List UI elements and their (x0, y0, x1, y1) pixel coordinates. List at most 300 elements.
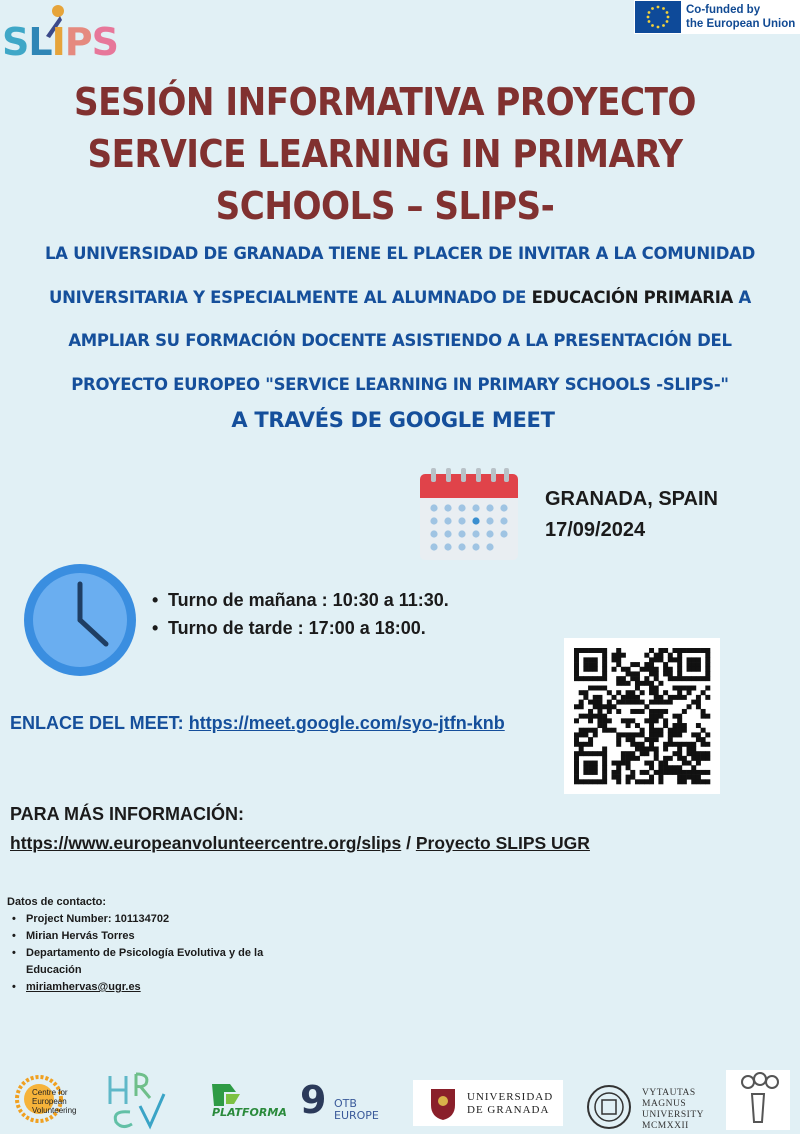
qr-module (597, 686, 602, 691)
qr-module (593, 770, 598, 775)
qr-module (630, 751, 635, 756)
qr-module (696, 770, 701, 775)
qr-module (588, 718, 593, 723)
qr-module (583, 662, 588, 667)
eu-flag-icon (635, 1, 681, 33)
qr-module (574, 737, 579, 742)
qr-module (682, 761, 687, 766)
qr-module (658, 700, 663, 705)
qr-module (658, 765, 663, 770)
qr-module (579, 732, 584, 737)
qr-module (626, 718, 631, 723)
qr-module (654, 695, 659, 700)
qr-module (705, 779, 710, 784)
qr-module (621, 681, 626, 686)
qr-module (677, 653, 682, 658)
qr-module (663, 746, 668, 751)
qr-module (583, 690, 588, 695)
qr-module (663, 690, 668, 695)
qr-module (616, 737, 621, 742)
qr-module (640, 742, 645, 747)
qr-module (701, 756, 706, 761)
qr-module (649, 648, 654, 653)
qr-module (644, 681, 649, 686)
qr-module (649, 686, 654, 691)
calendar-icon (418, 468, 520, 562)
qr-module (654, 714, 659, 719)
contact-name: • Mirian Hervás Torres (10, 928, 300, 945)
qr-module (593, 714, 598, 719)
qr-module (658, 775, 663, 780)
qr-module (612, 775, 617, 780)
qr-module (677, 667, 682, 672)
event-info (545, 484, 718, 546)
qr-module (574, 648, 579, 653)
qr-module (635, 700, 640, 705)
qr-module (705, 751, 710, 756)
qr-module (602, 751, 607, 756)
qr-module (574, 742, 579, 747)
qr-module (668, 756, 673, 761)
qr-module (705, 648, 710, 653)
qr-module (672, 695, 677, 700)
qr-module (649, 737, 654, 742)
qr-module (583, 761, 588, 766)
qr-module (687, 648, 692, 653)
qr-module (649, 671, 654, 676)
ugr-crest-icon (423, 1085, 463, 1121)
qr-module (705, 756, 710, 761)
qr-module (705, 686, 710, 691)
qr-module (574, 770, 579, 775)
qr-module (658, 709, 663, 714)
qr-module (644, 761, 649, 766)
qr-module (658, 681, 663, 686)
qr-module (602, 718, 607, 723)
qr-module (597, 714, 602, 719)
qr-module (583, 751, 588, 756)
qr-module (626, 723, 631, 728)
qr-module (593, 648, 598, 653)
qr-module (672, 732, 677, 737)
qr-module (583, 676, 588, 681)
qr-module (640, 681, 645, 686)
qr-module (588, 761, 593, 766)
qr-module (602, 676, 607, 681)
qr-module (588, 657, 593, 662)
platforma-mark-icon (210, 1082, 244, 1108)
qr-module (579, 704, 584, 709)
qr-module (677, 779, 682, 784)
qr-module (658, 648, 663, 653)
qr-module (644, 653, 649, 658)
more-info-links (10, 833, 590, 854)
qr-module (696, 737, 701, 742)
qr-module (574, 751, 579, 756)
qr-module (668, 695, 673, 700)
cev-line1: Centre for (32, 1088, 68, 1097)
qr-module (682, 779, 687, 784)
qr-module (649, 657, 654, 662)
qr-module (583, 779, 588, 784)
qr-module (621, 676, 626, 681)
qr-module (663, 756, 668, 761)
qr-module (691, 742, 696, 747)
qr-module (593, 695, 598, 700)
qr-module (701, 648, 706, 653)
qr-module (682, 709, 687, 714)
qr-module (687, 657, 692, 662)
otb-line1: OTB (334, 1097, 357, 1110)
qr-module (588, 765, 593, 770)
qr-module (621, 700, 626, 705)
qr-module (705, 695, 710, 700)
qr-module (635, 746, 640, 751)
qr-module (616, 700, 621, 705)
qr-module (705, 657, 710, 662)
qr-module (668, 728, 673, 733)
qr-module (677, 662, 682, 667)
qr-module (696, 756, 701, 761)
qr-module (654, 686, 659, 691)
qr-module (672, 676, 677, 681)
qr-module (574, 704, 579, 709)
qr-module (696, 667, 701, 672)
qr-module (630, 662, 635, 667)
qr-module (621, 761, 626, 766)
qr-module (593, 667, 598, 672)
ugr-project-link[interactable]: Proyecto SLIPS UGR (415, 833, 590, 853)
intro-line2 (0, 276, 800, 320)
qr-module (597, 648, 602, 653)
contact-project-number: • Project Number: 101134702 (10, 911, 300, 928)
qr-module (626, 690, 631, 695)
qr-module (696, 695, 701, 700)
qr-module (663, 667, 668, 672)
schedule-list (152, 586, 449, 642)
qr-module (658, 732, 663, 737)
intro-line1: LA UNIVERSIDAD DE GRANADA TIENE EL PLACER DE INVITAR A LA COMUNIDAD (44, 244, 756, 263)
qr-module (696, 676, 701, 681)
qr-module (593, 662, 598, 667)
qr-module (621, 695, 626, 700)
qr-module (597, 704, 602, 709)
qr-module (602, 667, 607, 672)
slips-logo-text (2, 22, 118, 62)
qr-module (602, 765, 607, 770)
qr-module (672, 714, 677, 719)
qr-module (658, 728, 663, 733)
qr-module (682, 742, 687, 747)
qr-module (616, 709, 621, 714)
qr-module (640, 779, 645, 784)
qr-module (649, 690, 654, 695)
intro-text (0, 232, 800, 406)
qr-module (663, 770, 668, 775)
logo-letter: P (64, 20, 92, 64)
qr-module (593, 704, 598, 709)
qr-module (583, 667, 588, 672)
qr-module (668, 653, 673, 658)
qr-module (644, 770, 649, 775)
platforma-logo-text: PLATFORMA (212, 1106, 287, 1119)
qr-module (630, 770, 635, 775)
vmu-line3: UNIVERSITY (642, 1110, 704, 1120)
qr-module (696, 648, 701, 653)
qr-module (663, 765, 668, 770)
qr-module (701, 714, 706, 719)
qr-module (658, 695, 663, 700)
qr-module (687, 690, 692, 695)
qr-module (701, 690, 706, 695)
qr-module (588, 676, 593, 681)
meet-link-row (10, 713, 505, 734)
qr-module (649, 723, 654, 728)
qr-module (607, 718, 612, 723)
platforma-logo (208, 1082, 294, 1122)
qr-module (597, 700, 602, 705)
qr-module (691, 746, 696, 751)
qr-module (574, 765, 579, 770)
qr-module (701, 751, 706, 756)
qr-module (635, 742, 640, 747)
qr-module (691, 676, 696, 681)
cev-line3: Volunteering (32, 1106, 77, 1115)
qr-module (612, 667, 617, 672)
qr-module (677, 714, 682, 719)
qr-module (696, 657, 701, 662)
qr-module (635, 732, 640, 737)
qr-module (579, 779, 584, 784)
logo-letter: S (91, 20, 118, 64)
qr-module (644, 662, 649, 667)
qr-module (705, 662, 710, 667)
qr-module (588, 714, 593, 719)
schedule-morning: • Turno de mañana : 10:30 a 11:30. (152, 586, 449, 614)
qr-module (677, 657, 682, 662)
contact-list (10, 911, 300, 996)
qr-module (602, 728, 607, 733)
qr-module (644, 779, 649, 784)
qr-module (696, 779, 701, 784)
meet-link[interactable]: https://meet.google.com/syo-jtfn-knb (188, 713, 505, 733)
qr-module (654, 657, 659, 662)
qr-module (701, 737, 706, 742)
qr-module (602, 704, 607, 709)
qr-module (612, 761, 617, 766)
qr-module (691, 657, 696, 662)
qr-module (621, 751, 626, 756)
qr-module (663, 671, 668, 676)
evc-link[interactable]: https://www.europeanvolunteercentre.org/slips (10, 833, 402, 853)
qr-module (668, 657, 673, 662)
qr-module (654, 676, 659, 681)
qr-module (663, 648, 668, 653)
qr-module (621, 653, 626, 658)
qr-module (579, 728, 584, 733)
qr-module (579, 751, 584, 756)
qr-module (668, 770, 673, 775)
qr-module (602, 770, 607, 775)
contact-email-link[interactable]: miriamhervas@ugr.es (26, 981, 141, 993)
qr-module (588, 709, 593, 714)
qr-module (691, 686, 696, 691)
qr-module (677, 690, 682, 695)
qr-module (672, 648, 677, 653)
qr-module (649, 775, 654, 780)
title-line1: SESIÓN INFORMATIVA PROYECTO (74, 80, 696, 124)
qr-module (612, 770, 617, 775)
qr-module (644, 667, 649, 672)
qr-module (574, 653, 579, 658)
qr-module (672, 751, 677, 756)
qr-module (644, 737, 649, 742)
qr-module (649, 714, 654, 719)
qr-module (621, 718, 626, 723)
qr-module (677, 676, 682, 681)
qr-module (579, 746, 584, 751)
qr-module (696, 761, 701, 766)
qr-module (583, 657, 588, 662)
qr-module (677, 695, 682, 700)
qr-module (677, 718, 682, 723)
qr-module (644, 704, 649, 709)
qr-module (654, 751, 659, 756)
qr-module (602, 657, 607, 662)
qr-module (583, 765, 588, 770)
logo-letter: S (2, 20, 29, 64)
qr-module (574, 756, 579, 761)
qr-module (672, 723, 677, 728)
page-title (0, 76, 770, 232)
qr-module (654, 690, 659, 695)
qr-module (597, 751, 602, 756)
otb-line2: EUROPE (334, 1109, 379, 1122)
qr-module (654, 700, 659, 705)
qr-module (668, 671, 673, 676)
qr-module (626, 671, 631, 676)
qr-module (677, 746, 682, 751)
qr-module (607, 728, 612, 733)
qr-module (649, 681, 654, 686)
qr-code[interactable] (564, 638, 720, 794)
otb-number: 9 (300, 1078, 327, 1122)
qr-module (612, 695, 617, 700)
ugr-line1: UNIVERSIDAD (467, 1091, 554, 1103)
qr-module (574, 676, 579, 681)
qr-module (696, 723, 701, 728)
qr-module (701, 676, 706, 681)
qr-module (602, 756, 607, 761)
qr-module (583, 695, 588, 700)
qr-module (626, 756, 631, 761)
qr-module (588, 700, 593, 705)
title-line2: SERVICE LEARNING IN PRIMARY (87, 132, 683, 176)
qr-module (705, 667, 710, 672)
qr-module (649, 765, 654, 770)
vmu-line1: VYTAUTAS (642, 1088, 696, 1098)
schedule-afternoon: • Turno de tarde : 17:00 a 18:00. (152, 614, 449, 642)
qr-module (602, 723, 607, 728)
qr-module (663, 700, 668, 705)
partner-people-logo (726, 1070, 790, 1130)
qr-module (677, 671, 682, 676)
meet-announcement: A TRAVÉS DE GOOGLE MEET (231, 408, 555, 432)
qr-module (635, 681, 640, 686)
qr-module (658, 653, 663, 658)
qr-module (574, 775, 579, 780)
qr-module (705, 732, 710, 737)
qr-module (597, 676, 602, 681)
logo-letter: I (51, 20, 65, 64)
qr-module (588, 662, 593, 667)
qr-module (677, 770, 682, 775)
qr-module (612, 657, 617, 662)
qr-module (691, 751, 696, 756)
qr-module (701, 728, 706, 733)
qr-module (687, 746, 692, 751)
qr-module (574, 718, 579, 723)
qr-module (691, 770, 696, 775)
qr-module (649, 761, 654, 766)
contact-title: Datos de contacto: (7, 896, 107, 908)
qr-module (616, 690, 621, 695)
qr-module (705, 671, 710, 676)
qr-module (696, 704, 701, 709)
contact-department: • Departamento de Psicología Evolutiva y de la Educación (10, 945, 300, 979)
qr-module (635, 709, 640, 714)
qr-module (597, 709, 602, 714)
qr-module (701, 779, 706, 784)
qr-module (677, 648, 682, 653)
qr-module (687, 775, 692, 780)
qr-module (705, 714, 710, 719)
qr-module (588, 728, 593, 733)
qr-module (649, 728, 654, 733)
qr-module (616, 681, 621, 686)
qr-module (640, 667, 645, 672)
qr-module (602, 714, 607, 719)
qr-module (616, 657, 621, 662)
eu-text-line1: Co-funded by (686, 4, 761, 16)
qr-module (658, 761, 663, 766)
qr-module (630, 709, 635, 714)
qr-module (588, 779, 593, 784)
qr-module (705, 653, 710, 658)
qr-module (626, 695, 631, 700)
qr-module (593, 765, 598, 770)
qr-module (682, 686, 687, 691)
qr-module (574, 671, 579, 676)
qr-module (668, 676, 673, 681)
vmu-line2: MAGNUS (642, 1099, 687, 1109)
qr-module (677, 751, 682, 756)
qr-module (687, 667, 692, 672)
qr-module (677, 742, 682, 747)
qr-module (579, 648, 584, 653)
qr-module (672, 742, 677, 747)
qr-module (593, 751, 598, 756)
qr-module (583, 742, 588, 747)
qr-module (588, 742, 593, 747)
qr-module (621, 732, 626, 737)
qr-module (654, 671, 659, 676)
qr-module (597, 779, 602, 784)
qr-module (649, 718, 654, 723)
qr-module (672, 765, 677, 770)
qr-module (602, 746, 607, 751)
qr-module (687, 686, 692, 691)
